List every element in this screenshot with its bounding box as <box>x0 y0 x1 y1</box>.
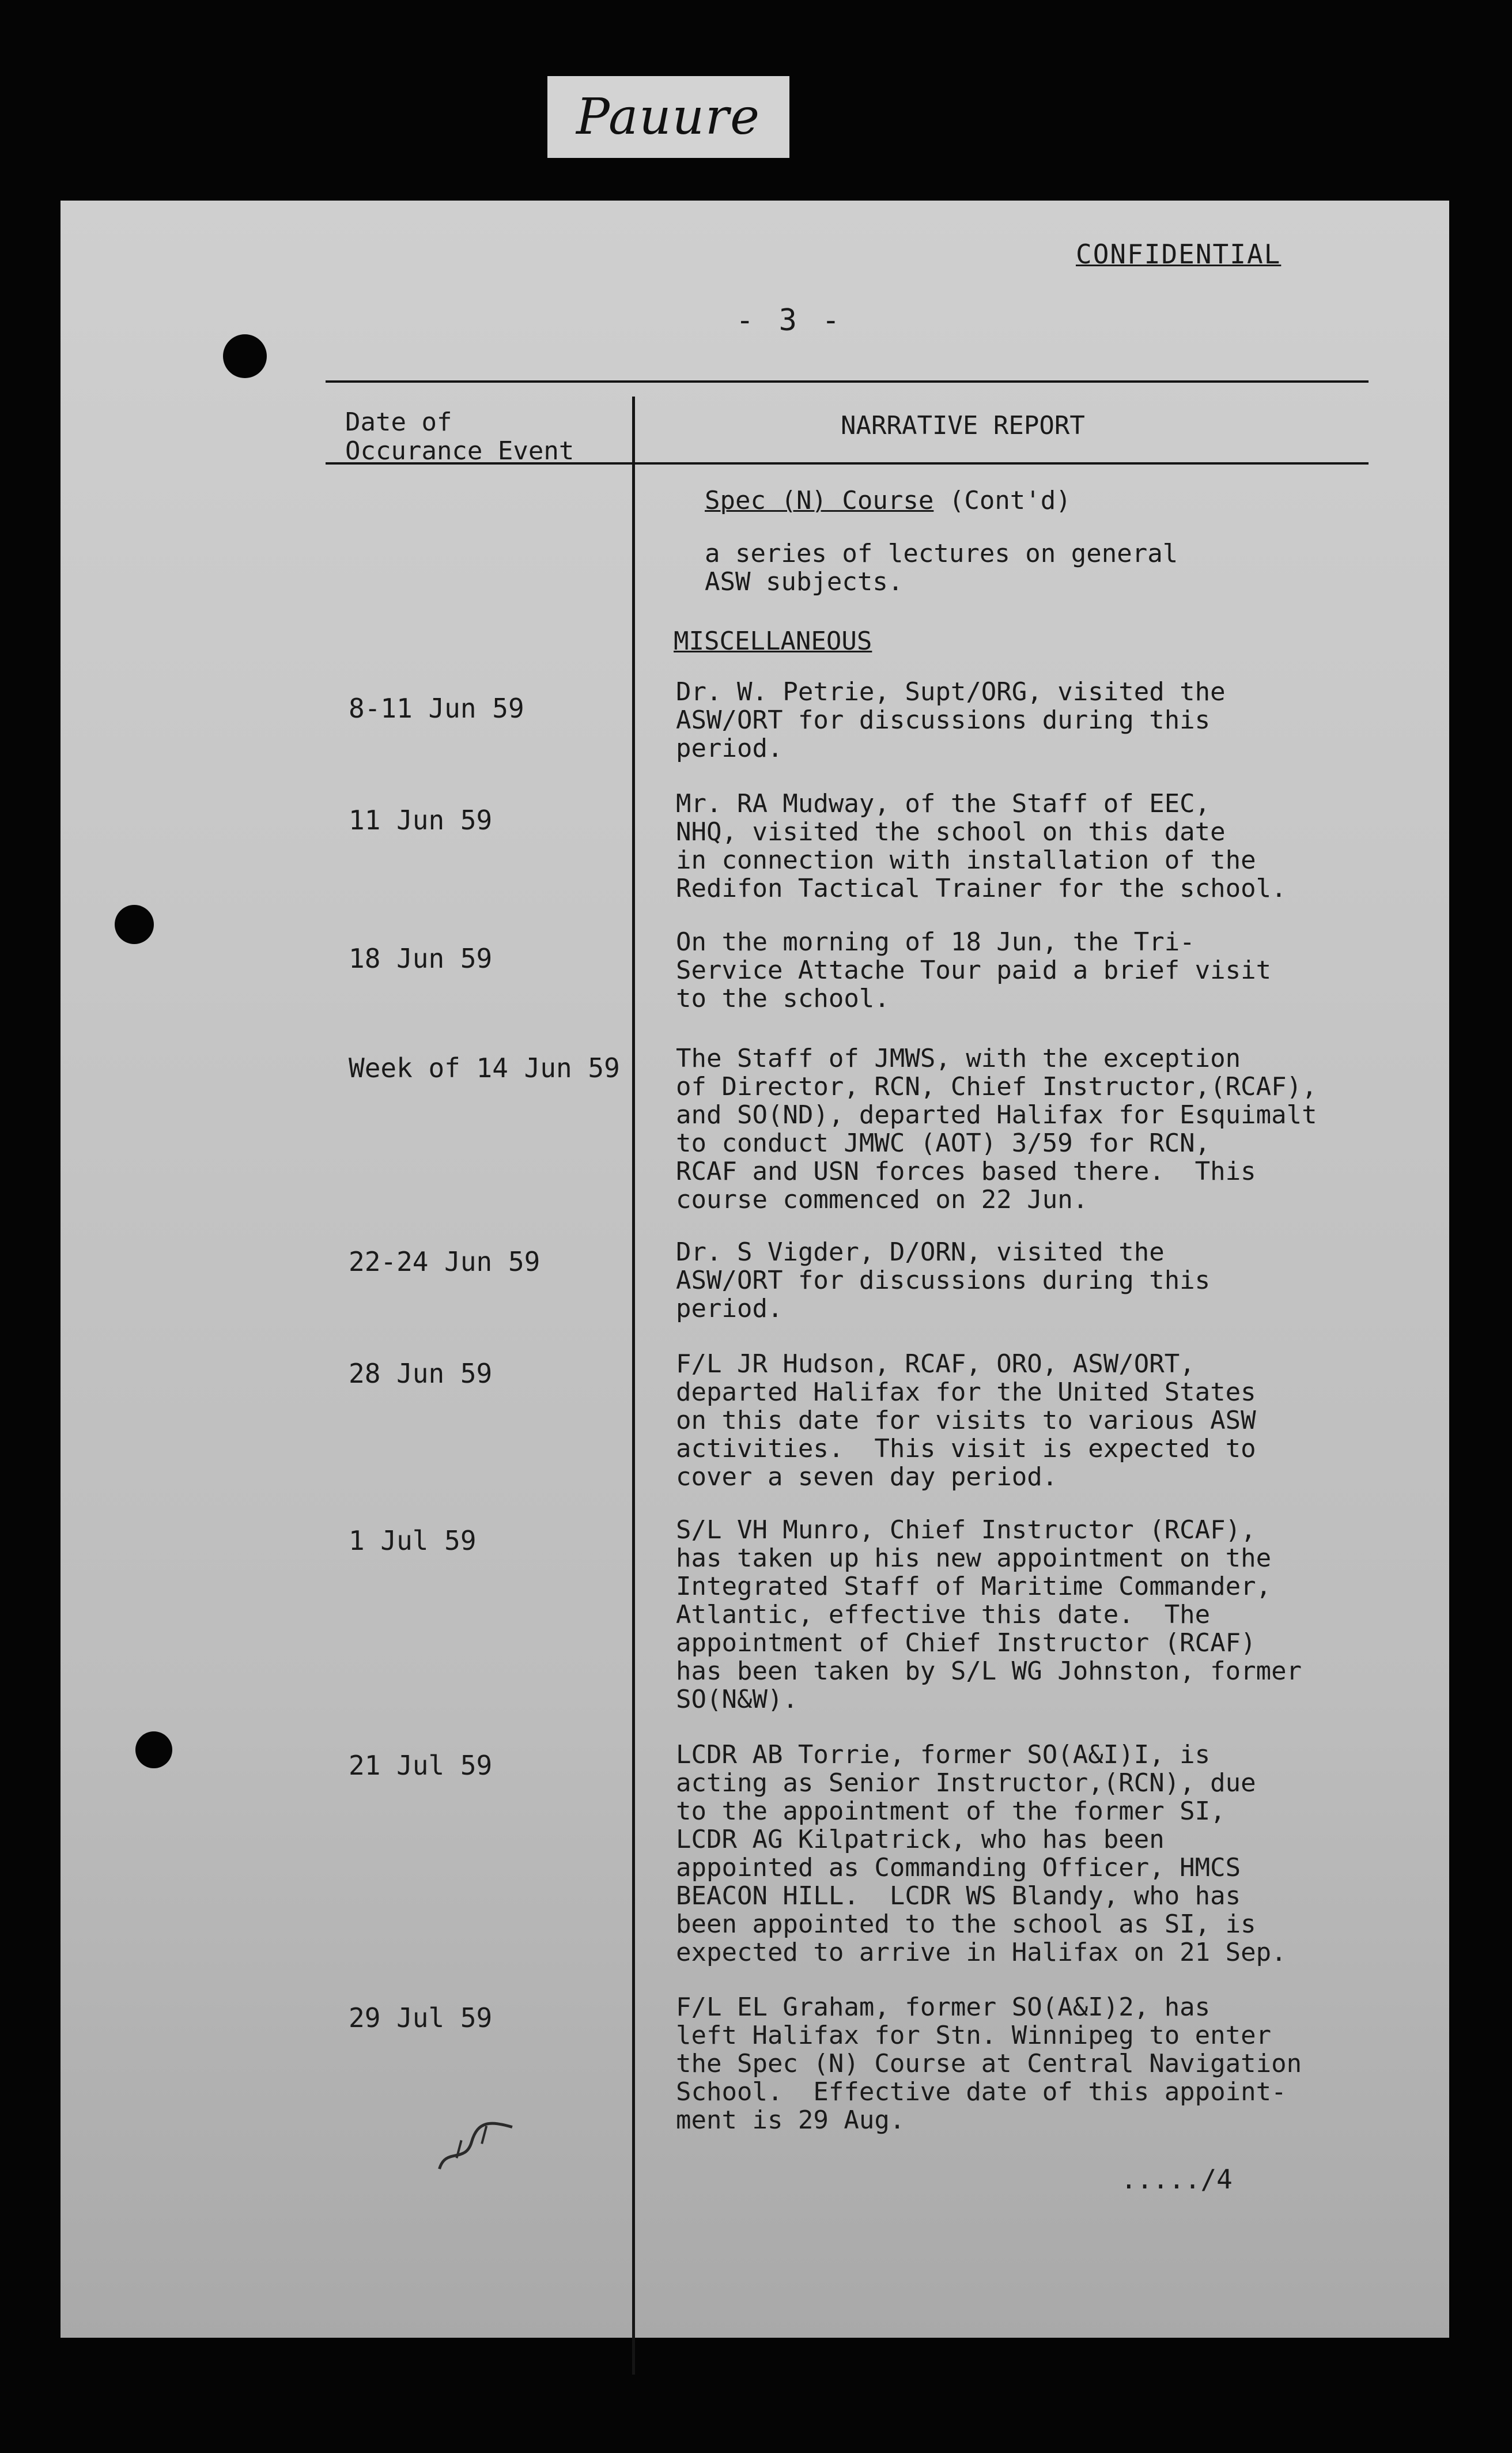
date-header-line-2: Occurance Event <box>345 436 574 466</box>
entry-date: 11 Jun 59 <box>349 805 493 836</box>
entry-text: F/L EL Graham, former SO(A&I)2, has left Halifax for Stn. Winnipeg to enter the Spec (N) Course at Central Navigation School. Effective date of this appoint- ment is 29 Aug. <box>676 1992 1302 2135</box>
page-number: - 3 - <box>736 303 844 338</box>
section-heading-miscellaneous: MISCELLANEOUS <box>674 627 872 656</box>
entry-text: Dr. S Vigder, D/ORN, visited the ASW/ORT for discussions during this period. <box>676 1237 1211 1323</box>
file-tag-text: Pauure <box>576 88 761 146</box>
entry-text: On the morning of 18 Jun, the Tri- Service Attache Tour paid a brief visit to the school. <box>676 927 1272 1013</box>
initials-scribble-icon <box>425 2106 526 2180</box>
entry-text: LCDR AB Torrie, former SO(A&I)I, is acting as Senior Instructor,(RCN), due to the appointment of the former SI, LCDR AG Kilpatrick, who has been appointed as Commanding Officer, HMCS BEACON HILL. LCDR WS Blandy, who has been appointed to the school as SI, is expected to arrive in Halifax on 21 Sep. <box>676 1740 1287 1967</box>
entry-date: Week of 14 Jun 59 <box>349 1052 620 1084</box>
table-top-rule <box>326 380 1369 383</box>
entry-date: 28 Jun 59 <box>349 1358 493 1389</box>
entry-date: 21 Jul 59 <box>349 1750 493 1781</box>
document-page <box>61 201 1449 2338</box>
entry-text: The Staff of JMWS, with the exception of Director, RCN, Chief Instructor,(RCAF), and SO(ND), departed Halifax for Esquimalt to conduct JMWC (AOT) 3/59 for RCN, RCAF and USN forces based there. This course commenced on 22 Jun. <box>676 1044 1317 1214</box>
entry-text: S/L VH Munro, Chief Instructor (RCAF), has taken up his new appointment on the Integrated Staff of Maritime Commander, Atlantic, effective this date. The appointment of Chief Instructor (RCAF) has been taken by S/L WG Johnston, former SO(N&W). <box>676 1515 1302 1714</box>
intro-heading-suffix: (Cont'd) <box>933 486 1071 515</box>
entry-date: 1 Jul 59 <box>349 1525 477 1556</box>
punch-hole-middle <box>115 905 154 944</box>
entry-text: Mr. RA Mudway, of the Staff of EEC, NHQ, visited the school on this date in connection with installation of the Redifon Tactical Trainer for the school. <box>676 789 1287 903</box>
entry-date: 29 Jul 59 <box>349 2002 493 2033</box>
entry-date: 22-24 Jun 59 <box>349 1246 540 1277</box>
punch-hole-top <box>223 334 267 378</box>
intro-heading <box>705 486 1071 515</box>
column-divider <box>632 397 635 2375</box>
entry-date: 18 Jun 59 <box>349 943 493 974</box>
continuation-marker: ...../4 <box>1121 2164 1233 2195</box>
intro-heading-text: Spec (N) Course <box>705 486 934 515</box>
file-tag-label <box>547 76 789 158</box>
date-column-header <box>345 408 574 466</box>
entry-text: F/L JR Hudson, RCAF, ORO, ASW/ORT, departed Halifax for the United States on this date for visits to various ASW activities. This visit is expected to cover a seven day period. <box>676 1349 1256 1492</box>
entry-date: 8-11 Jun 59 <box>349 693 524 724</box>
intro-text: a series of lectures on general ASW subjects. <box>705 539 1178 597</box>
narrative-column-header: NARRATIVE REPORT <box>841 411 1085 440</box>
punch-hole-bottom <box>135 1731 172 1768</box>
entry-text: Dr. W. Petrie, Supt/ORG, visited the ASW/ORT for discussions during this period. <box>676 677 1226 763</box>
date-header-line-1: Date of <box>345 407 452 437</box>
classification-stamp: CONFIDENTIAL <box>1076 239 1282 270</box>
